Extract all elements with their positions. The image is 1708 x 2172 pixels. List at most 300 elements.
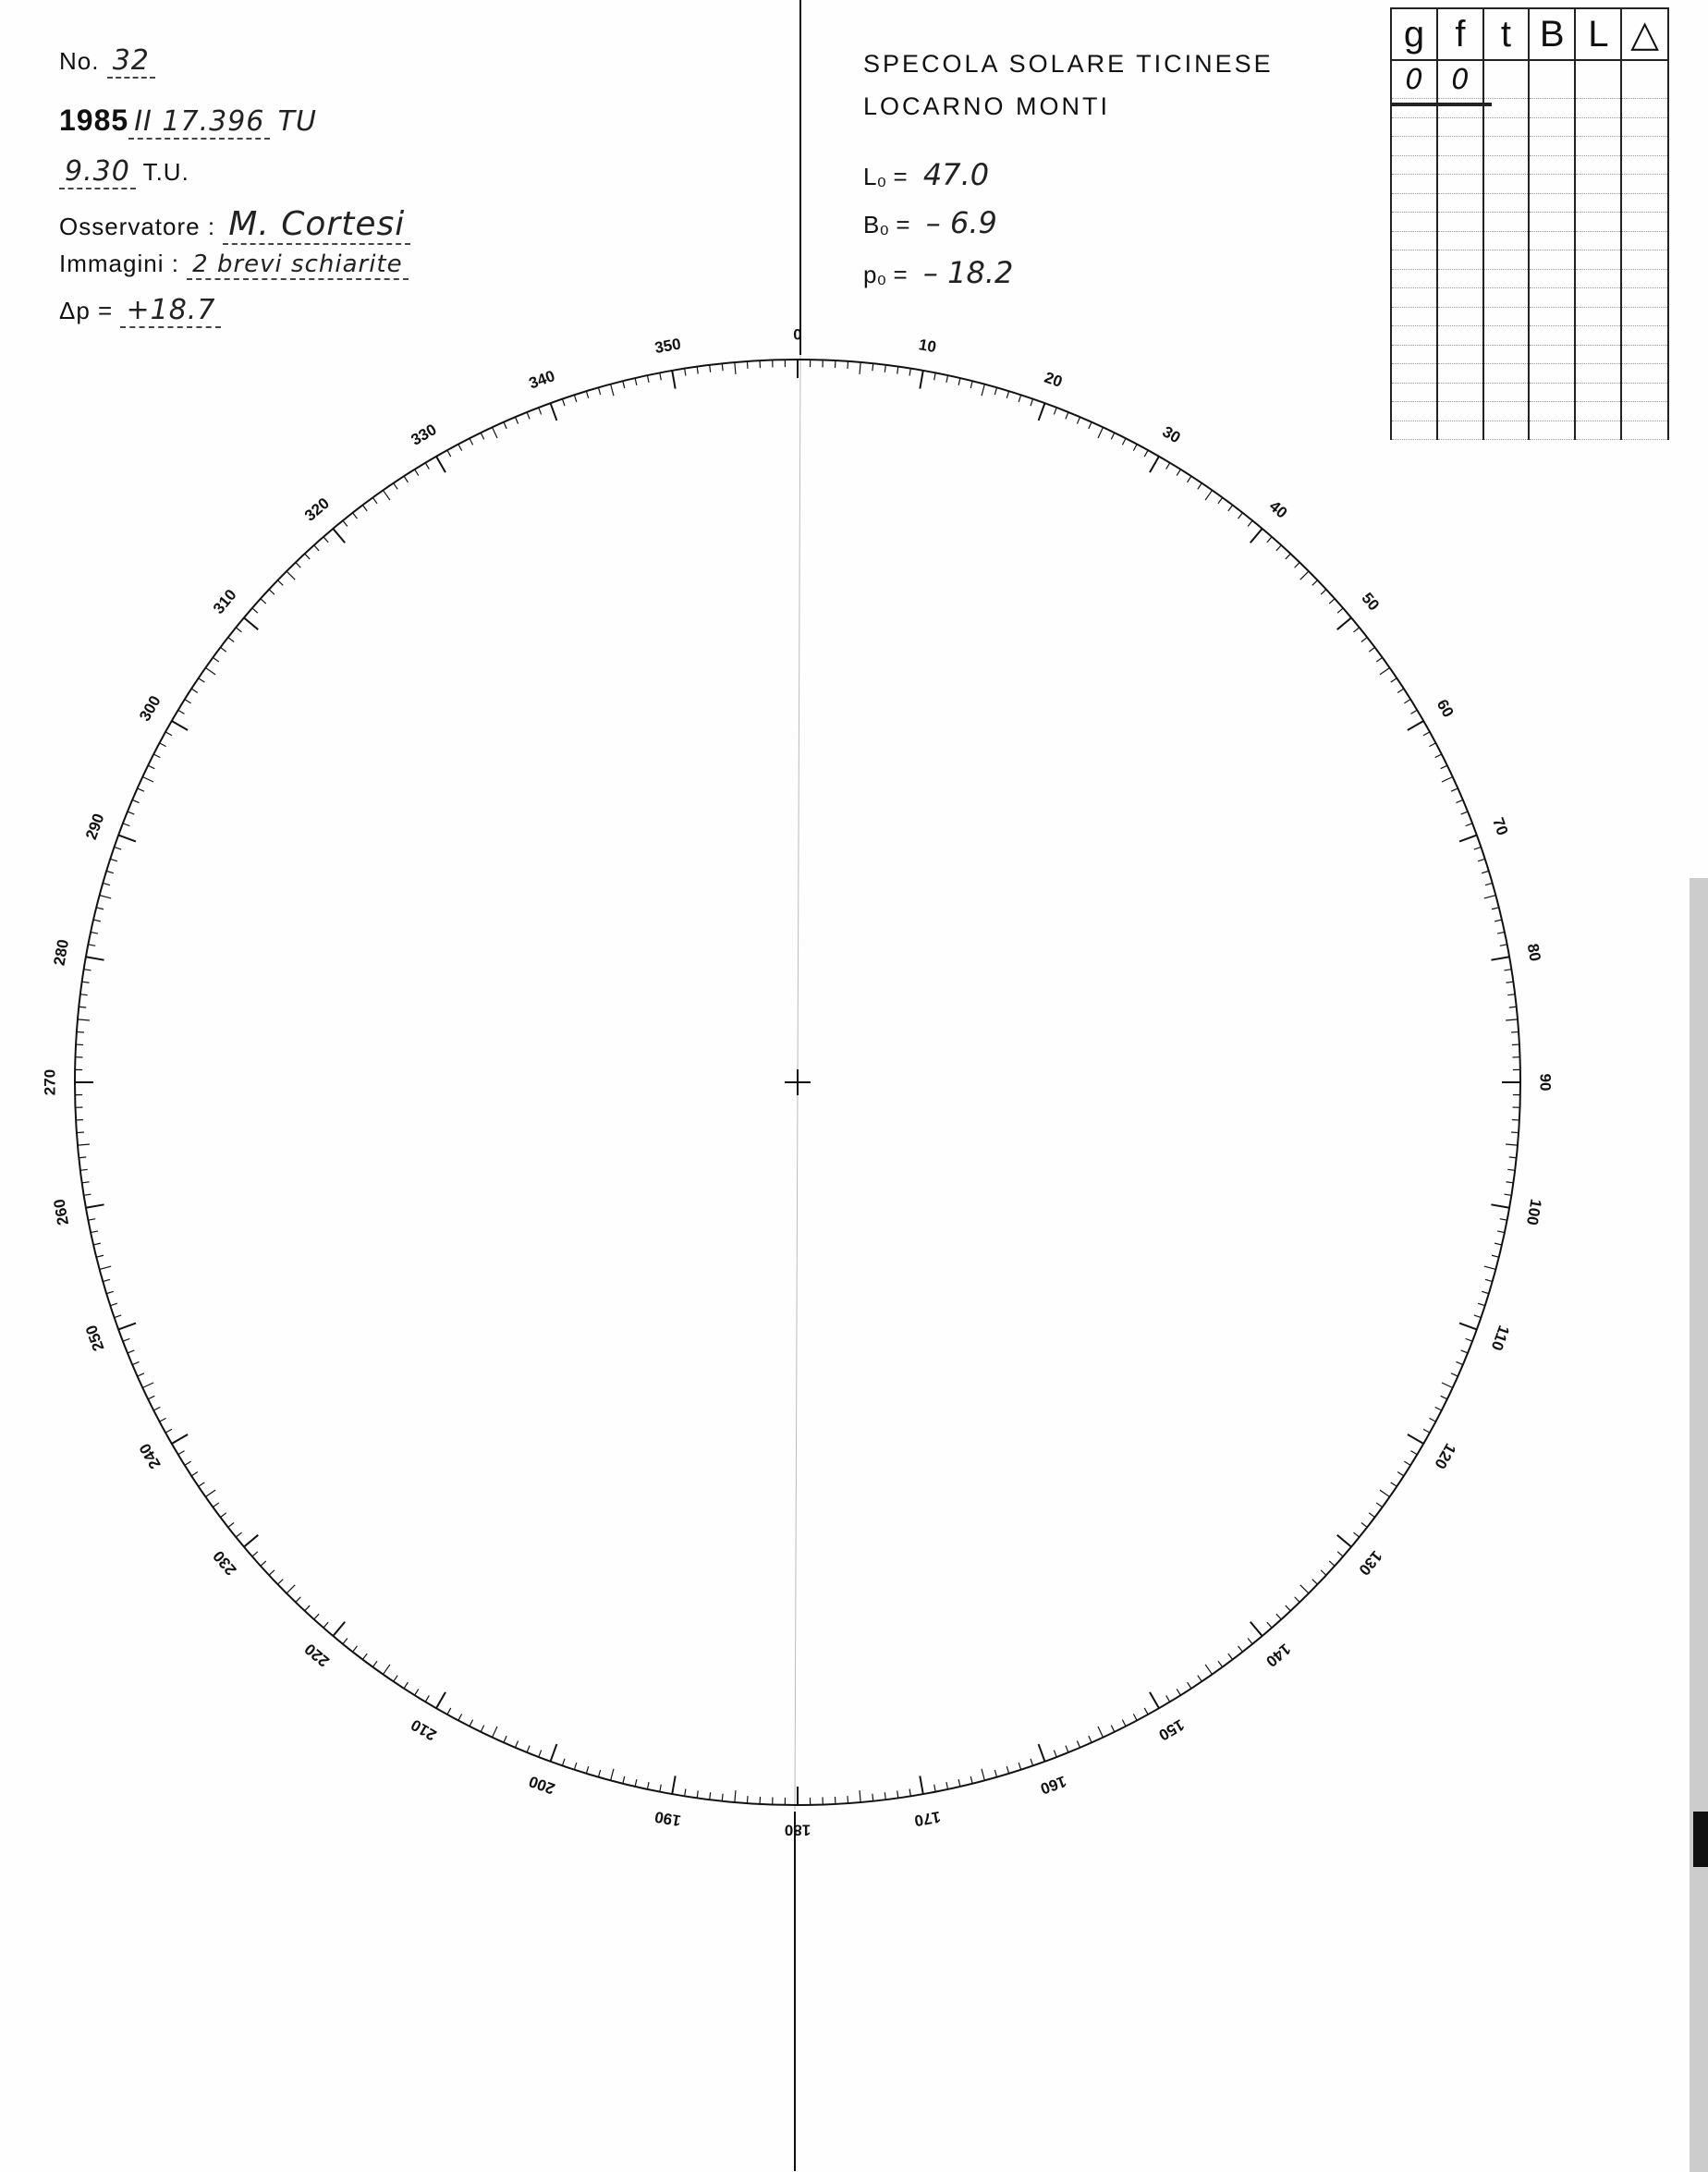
degree-tick [100, 896, 112, 898]
degree-tick [1122, 438, 1126, 445]
degree-tick [994, 1770, 996, 1777]
record-number-label: No. [59, 47, 99, 75]
degree-tick [1500, 945, 1507, 946]
degree-tick [1077, 1740, 1080, 1747]
degree-tick [1491, 957, 1509, 959]
degree-tick [647, 375, 649, 383]
degree-tick [404, 476, 408, 482]
degree-tick [1238, 1646, 1243, 1652]
degree-tick [1485, 883, 1493, 885]
degree-tick [88, 1219, 95, 1221]
degree-tick [527, 1746, 530, 1752]
degree-tick [1267, 1622, 1272, 1628]
degree-tick [103, 883, 110, 885]
degree-tick [1494, 1243, 1502, 1245]
degree-tick [982, 384, 984, 397]
degree-tick [213, 657, 218, 662]
degree-tick [1329, 1561, 1335, 1566]
degree-tick [504, 422, 506, 429]
degree-tick [394, 483, 397, 490]
degree-tick [481, 1726, 484, 1732]
degree-tick [148, 765, 154, 769]
degree-tick [1410, 1451, 1417, 1455]
degree-tick [722, 363, 723, 371]
degree-tick [1006, 1766, 1008, 1774]
degree-tick [305, 554, 310, 559]
date-handwritten: II 17.396 [128, 105, 270, 140]
degree-label: 30 [1160, 422, 1184, 446]
degree-tick [1218, 497, 1223, 503]
degree-tick [872, 363, 873, 371]
degree-tick [515, 1740, 518, 1747]
degree-tick [269, 590, 274, 594]
degree-label: 150 [1155, 1715, 1187, 1744]
degree-tick [574, 395, 576, 402]
degree-tick [672, 1775, 675, 1794]
degree-tick [1054, 408, 1056, 414]
degree-label: 130 [1355, 1547, 1385, 1579]
degree-label: 10 [918, 336, 938, 356]
observatory-name: SPECOLA SOLARE TICINESE [863, 50, 1274, 79]
degree-tick [110, 1303, 117, 1305]
degree-tick [1461, 811, 1468, 814]
degree-tick [1369, 1513, 1374, 1518]
degree-tick [1166, 463, 1170, 470]
degree-tick [106, 1291, 114, 1293]
degree-label: 60 [1434, 697, 1458, 721]
degree-tick [635, 378, 637, 385]
degree-tick [86, 1204, 104, 1207]
degree-label: 50 [1358, 590, 1383, 615]
degree-tick [1133, 445, 1137, 451]
degree-tick [1098, 1727, 1103, 1738]
degree-tick [1039, 403, 1045, 421]
degree-label: 100 [1523, 1198, 1545, 1226]
degree-tick [96, 908, 104, 909]
degree-label: 320 [301, 494, 333, 525]
degree-tick [1408, 1434, 1423, 1444]
degree-label: 330 [408, 421, 439, 449]
degree-tick [1456, 799, 1462, 802]
degree-tick [1198, 1676, 1202, 1682]
degree-tick [191, 689, 198, 692]
degree-tick [77, 1031, 84, 1032]
degree-tick [115, 1315, 122, 1318]
degree-tick [1506, 1182, 1513, 1183]
degree-tick [527, 412, 530, 419]
degree-tick [920, 1775, 922, 1794]
degree-tick [185, 1461, 191, 1465]
degree-tick [1466, 1338, 1472, 1341]
degree-tick [958, 378, 960, 385]
degree-tick [252, 608, 258, 613]
degree-tick [1329, 599, 1335, 604]
degree-tick [333, 1622, 345, 1636]
degree-tick [160, 1418, 166, 1422]
degree-tick [277, 580, 283, 586]
degree-tick [1494, 920, 1502, 921]
degree-tick [1442, 1383, 1453, 1387]
degree-tick [128, 1350, 134, 1353]
degree-tick [425, 1695, 429, 1702]
degree-tick [220, 1513, 226, 1518]
degree-tick [1506, 1019, 1518, 1020]
degree-tick [504, 1736, 506, 1742]
degree-tick [305, 1605, 310, 1611]
degree-tick [1461, 1350, 1468, 1353]
degree-tick [1459, 1324, 1477, 1330]
time-value: 9.30 [59, 155, 136, 189]
param-b0-value: – 6.9 [926, 205, 997, 240]
col-g-header: g [1391, 8, 1437, 60]
degree-tick [1312, 1580, 1318, 1585]
degree-tick [1482, 871, 1489, 872]
degree-tick [91, 1231, 98, 1233]
degree-tick [660, 372, 662, 380]
degree-tick [458, 1714, 462, 1720]
degree-tick [1485, 1279, 1493, 1281]
degree-tick [1429, 743, 1435, 747]
degree-tick [333, 529, 345, 543]
degree-tick [244, 617, 258, 629]
degree-tick [287, 1585, 295, 1593]
degree-tick [1380, 667, 1390, 674]
degree-tick [697, 1790, 698, 1798]
degree-tick [123, 824, 129, 826]
degree-tick [458, 445, 462, 451]
degree-tick [447, 1708, 451, 1714]
degree-tick [1150, 457, 1159, 472]
degree-tick [1391, 678, 1397, 682]
degree-tick [1376, 1503, 1382, 1507]
degree-tick [1404, 1461, 1410, 1465]
degree-label: 40 [1266, 497, 1291, 522]
degree-tick [436, 1692, 445, 1708]
degree-tick [958, 1779, 960, 1787]
degree-tick [1205, 490, 1212, 500]
degree-tick [1441, 765, 1447, 769]
degree-tick [1150, 1692, 1159, 1708]
degree-tick [884, 365, 885, 372]
degree-label: 350 [653, 335, 682, 357]
degree-tick [1276, 545, 1281, 551]
degree-tick [1337, 1535, 1351, 1547]
degree-tick [660, 1785, 662, 1792]
degree-tick [79, 1157, 86, 1158]
degree-tick [362, 505, 367, 510]
param-l0-value: 47.0 [923, 157, 989, 192]
degree-tick [1500, 1219, 1507, 1221]
degree-tick [872, 1794, 873, 1801]
degree-label: 250 [82, 1323, 108, 1353]
degree-tick [934, 1785, 936, 1792]
degree-tick [1031, 1759, 1033, 1766]
param-b0-label: B₀ = [863, 211, 910, 238]
degree-tick [1380, 1490, 1390, 1496]
degree-tick [78, 1019, 90, 1020]
degree-tick [1144, 450, 1148, 457]
degree-tick [1404, 700, 1410, 703]
degree-tick [1337, 608, 1343, 613]
degree-tick [611, 384, 614, 397]
observatory-location: LOCARNO MONTI [863, 92, 1110, 121]
degree-tick [178, 1451, 185, 1455]
degree-label: 180 [785, 1822, 811, 1839]
degree-tick [1442, 777, 1453, 782]
degree-tick [153, 754, 160, 758]
degree-label: 0 [793, 325, 801, 343]
degree-tick [1250, 1622, 1263, 1636]
degree-tick [897, 367, 898, 374]
degree-tick [1166, 1695, 1170, 1702]
degree-tick [93, 920, 101, 921]
degree-tick [447, 450, 451, 457]
degree-label: 340 [527, 367, 557, 393]
degree-tick [205, 1490, 215, 1496]
degree-tick [515, 417, 518, 423]
degree-tick [138, 1373, 144, 1376]
degree-tick [172, 1434, 188, 1444]
degree-tick [1506, 1144, 1518, 1145]
degree-tick [1451, 788, 1458, 791]
degree-tick [191, 1472, 198, 1476]
degree-label: 260 [50, 1198, 72, 1226]
degree-tick [269, 1570, 274, 1575]
degree-tick [1474, 1315, 1482, 1318]
delta-p-label: Δp = [59, 297, 113, 324]
degree-tick [236, 1532, 241, 1537]
degree-tick [1133, 1714, 1137, 1720]
degree-tick [1248, 1639, 1252, 1644]
degree-tick [562, 1759, 565, 1766]
degree-tick [1312, 580, 1318, 586]
images-label: Immagini : [59, 250, 179, 277]
degree-tick [611, 1769, 614, 1781]
degree-tick [103, 1279, 110, 1281]
degree-tick [252, 1552, 258, 1556]
degree-tick [415, 1689, 419, 1695]
observer-value: M. Cortesi [223, 205, 410, 245]
degree-label: 300 [136, 692, 165, 724]
degree-tick [118, 836, 136, 842]
degree-tick [236, 628, 241, 632]
degree-tick [1228, 1653, 1233, 1659]
degree-tick [735, 1790, 736, 1802]
degree-tick [228, 1523, 234, 1528]
degree-tick [80, 1169, 88, 1170]
cell-g-value: 0 [1405, 64, 1422, 96]
degree-tick [982, 1769, 984, 1781]
degree-tick [1295, 1597, 1300, 1603]
col-delta-header: △ [1621, 8, 1668, 60]
degree-label: 90 [1537, 1074, 1555, 1092]
degree-tick [470, 1720, 473, 1727]
degree-tick [123, 1338, 129, 1341]
degree-tick [277, 1580, 283, 1585]
degree-tick [1098, 427, 1103, 438]
degree-tick [1321, 1570, 1326, 1575]
param-p0-value: – 18.2 [923, 255, 1013, 290]
degree-label: 220 [301, 1640, 333, 1670]
degree-tick [1459, 836, 1477, 842]
degree-tick [1478, 1303, 1485, 1305]
degree-tick [1089, 1736, 1092, 1742]
delta-p-value: +18.7 [120, 294, 221, 328]
degree-tick [132, 1361, 139, 1364]
degree-tick [1354, 628, 1360, 632]
degree-tick [160, 743, 166, 747]
degree-tick [909, 1788, 910, 1796]
degree-tick [481, 433, 484, 439]
degree-label: 190 [653, 1808, 682, 1830]
degree-tick [261, 1561, 266, 1566]
degree-tick [1369, 647, 1374, 652]
degree-tick [647, 1782, 649, 1789]
degree-tick [1066, 412, 1068, 419]
degree-tick [1391, 1483, 1397, 1486]
degree-label: 170 [913, 1808, 942, 1830]
degree-tick [353, 513, 358, 519]
degree-tick [722, 1794, 723, 1801]
degree-tick [1267, 537, 1272, 543]
record-number-value: 32 [107, 44, 155, 79]
col-t-header: t [1483, 8, 1529, 60]
degree-tick [1478, 859, 1485, 860]
degree-tick [287, 571, 295, 580]
degree-tick [1410, 710, 1417, 714]
degree-tick [138, 788, 144, 791]
degree-tick [1509, 1157, 1517, 1158]
degree-tick [970, 1776, 972, 1784]
degree-tick [1497, 1231, 1505, 1233]
degree-tick [635, 1779, 637, 1787]
degree-tick [1474, 847, 1482, 849]
degree-tick [1435, 1407, 1442, 1410]
degree-label: 290 [82, 811, 108, 842]
degree-tick [1491, 1204, 1509, 1207]
degree-tick [343, 1639, 348, 1644]
degree-tick [1482, 1291, 1489, 1293]
degree-tick [1039, 1744, 1045, 1762]
degree-tick [80, 994, 88, 995]
degree-tick [362, 1653, 367, 1659]
degree-tick [213, 1503, 218, 1507]
degree-tick [1511, 1132, 1519, 1133]
degree-tick [185, 700, 191, 703]
degree-label: 230 [210, 1547, 240, 1579]
degree-label: 200 [527, 1772, 557, 1798]
degree-tick [1435, 754, 1442, 758]
degree-tick [920, 371, 922, 389]
degree-tick [153, 1407, 160, 1410]
degree-tick [493, 427, 497, 438]
degree-tick [404, 1682, 408, 1689]
degree-label: 270 [41, 1069, 58, 1095]
degree-label: 140 [1263, 1640, 1294, 1670]
degree-tick [1408, 721, 1423, 730]
degree-tick [323, 1622, 328, 1628]
degree-label: 70 [1489, 815, 1511, 837]
degree-tick [372, 1661, 377, 1666]
degree-tick [493, 1727, 497, 1738]
degree-tick [1361, 638, 1367, 642]
degree-tick [1300, 571, 1309, 580]
degree-tick [539, 408, 542, 414]
degree-label: 110 [1488, 1324, 1513, 1353]
degree-tick [897, 1790, 898, 1798]
degree-tick [909, 369, 910, 376]
degree-label: 310 [210, 586, 240, 617]
degree-tick [244, 1535, 258, 1547]
degree-tick [314, 1614, 319, 1619]
degree-tick [353, 1646, 358, 1652]
degree-tick [710, 1792, 711, 1800]
degree-tick [1451, 1373, 1458, 1376]
degree-tick [1337, 617, 1351, 629]
degree-label: 240 [136, 1440, 165, 1471]
degree-tick [383, 1665, 389, 1675]
time-suffix: T.U. [143, 158, 189, 186]
date-year: 1985 [59, 104, 128, 137]
degree-tick [685, 1788, 686, 1796]
degree-tick [1456, 1361, 1462, 1364]
col-l-header: L [1575, 8, 1621, 60]
degree-tick [623, 381, 625, 388]
degree-tick [1054, 1751, 1056, 1757]
degree-tick [1019, 395, 1020, 402]
degree-tick [425, 463, 429, 470]
degree-tick [551, 1744, 557, 1762]
degree-tick [93, 1243, 101, 1245]
degree-tick [1321, 590, 1326, 594]
degree-label: 210 [408, 1715, 439, 1744]
degree-tick [934, 372, 936, 380]
degree-tick [1466, 824, 1472, 826]
degree-tick [551, 403, 557, 421]
degree-tick [1397, 1472, 1404, 1476]
degree-tick [383, 490, 389, 500]
degree-tick [1238, 513, 1243, 519]
degree-tick [88, 945, 95, 946]
degree-tick [1492, 908, 1499, 909]
degree-tick [1441, 1396, 1447, 1399]
degree-tick [77, 1132, 84, 1133]
degree-tick [1228, 505, 1233, 510]
degree-tick [142, 777, 153, 782]
degree-tick [1066, 1746, 1068, 1752]
degree-tick [172, 721, 188, 730]
cell-f-value: 0 [1451, 64, 1469, 96]
degree-tick [1218, 1661, 1223, 1666]
degree-tick [1376, 657, 1382, 662]
degree-tick [539, 1751, 542, 1757]
degree-tick [1497, 932, 1505, 933]
degree-tick [1177, 470, 1180, 476]
degree-label: 20 [1043, 369, 1065, 391]
degree-tick [623, 1776, 625, 1784]
degree-tick [1177, 1689, 1180, 1695]
degree-tick [205, 667, 215, 674]
degree-tick [562, 399, 565, 407]
degree-tick [178, 710, 185, 714]
degree-tick [436, 457, 445, 472]
degree-tick [1492, 1255, 1499, 1257]
degree-label: 120 [1431, 1440, 1459, 1471]
degree-tick [1504, 1194, 1511, 1195]
degree-tick [1276, 1614, 1281, 1619]
degree-tick [685, 369, 686, 376]
degree-tick [118, 1324, 136, 1330]
